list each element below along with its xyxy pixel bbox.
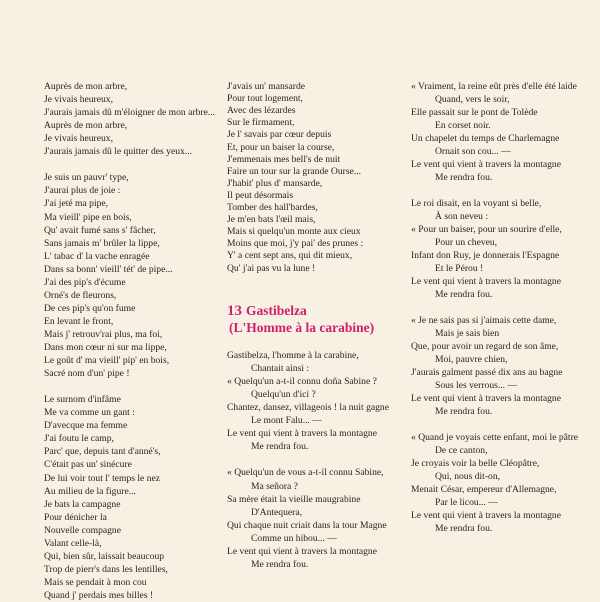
lyric-line: J'emmenais mes bell's de nuit bbox=[227, 153, 341, 165]
lyric-line: Nouvelle compagne bbox=[44, 524, 121, 536]
song-subtitle: (L'Homme à la carabine) bbox=[229, 320, 375, 335]
lyric-line: Le vent qui vient à travers la montagne bbox=[411, 510, 561, 521]
lyric-line: Infant don Ruy, je donnerais l'Espagne bbox=[411, 250, 560, 261]
lyric-line: Ma vieill' pipe en bois, bbox=[44, 211, 132, 223]
lyric-line: Au milieu de la figure... bbox=[44, 485, 136, 497]
lyric-line: Le vent qui vient à travers la montagne bbox=[227, 545, 377, 557]
song-number: 13 bbox=[227, 303, 242, 319]
lyric-line: J'aurai plus de joie : bbox=[44, 185, 121, 197]
lyric-line: Qu' avait fumé sans s' fâcher, bbox=[44, 224, 156, 236]
lyric-line: « Quand je voyais cette enfant, moi le pâtre bbox=[411, 432, 579, 443]
lyric-line: Il peut désormais bbox=[227, 189, 294, 201]
lyric-line: Sans jamais m' brûler la lippe, bbox=[44, 237, 160, 249]
lyric-line: Elle passait sur le pont de Tolède bbox=[411, 107, 538, 118]
lyric-line: J'ai des pip's d'écume bbox=[44, 276, 126, 288]
lyric-line: Je vivais heureux, bbox=[44, 94, 114, 106]
lyric-line: L' tabac d' la vache enragée bbox=[44, 250, 150, 262]
lyric-line: D'Antequera, bbox=[251, 506, 303, 518]
lyric-line: Parc' que, depuis tant d'anné's, bbox=[44, 446, 161, 458]
lyric-line: Mais j' retrouv'rai plus, ma foi, bbox=[44, 328, 163, 340]
lyric-line: Sous les verrous... — bbox=[435, 380, 518, 391]
lyric-line: Auprès de mon arbre, bbox=[44, 81, 128, 92]
song-heading bbox=[227, 303, 307, 319]
lyric-line: De ce canton, bbox=[435, 445, 488, 456]
lyric-line: Me rendra fou. bbox=[251, 441, 309, 453]
lyric-line: Je suis un pauvr' type, bbox=[44, 172, 129, 184]
lyric-line: Pour dénicher la bbox=[44, 511, 107, 523]
lyric-line: Je croyais voir la belle Cléopâtre, bbox=[411, 458, 540, 469]
lyric-line: De lui voir tout l' temps le nez bbox=[44, 472, 161, 484]
lyric-line: Comme un hibou... — bbox=[251, 532, 337, 544]
lyric-line: J'ai jeté ma pipe, bbox=[44, 198, 109, 210]
lyric-line: Tomber des hall'bardes, bbox=[227, 202, 318, 213]
lyric-line: Mais se pendait à mon cou bbox=[44, 576, 147, 588]
lyric-line: De ces pip's qu'on fume bbox=[44, 302, 136, 314]
lyric-line: Qui chaque nuit criait dans la tour Magne bbox=[227, 519, 387, 531]
lyric-line: Auprès de mon arbre, bbox=[44, 120, 128, 132]
lyric-line: Qui, nous dit-on, bbox=[435, 471, 501, 482]
lyric-line: Moins que moi, j'y pai' des prunes : bbox=[227, 238, 364, 250]
lyric-line: Trop de pierr's dans les lentilles, bbox=[44, 563, 168, 575]
lyric-line: Mais je sais bien bbox=[435, 328, 500, 339]
lyric-line: Je vivais heureux, bbox=[44, 133, 114, 145]
lyric-line: Valant celle-là, bbox=[44, 537, 102, 549]
lyric-line: Sur le firmament, bbox=[227, 117, 295, 129]
lyric-line: Le vent qui vient à travers la montagne bbox=[411, 393, 561, 404]
lyric-line: Le vent qui vient à travers la montagne bbox=[411, 159, 561, 170]
lyric-line: « Pour un baiser, pour un sourire d'elle, bbox=[411, 224, 562, 235]
lyric-line: Le roi disait, en la voyant si belle, bbox=[411, 198, 542, 209]
lyric-line: « Vraiment, la reine eût près d'elle été laide bbox=[411, 81, 577, 92]
lyric-line: Me rendra fou. bbox=[435, 406, 493, 417]
lyric-line: Qu' j'ai pas vu la lune ! bbox=[227, 262, 316, 274]
lyric-line: Pour tout logement, bbox=[227, 93, 303, 105]
lyric-line: Que, pour avoir un regard de son âme, bbox=[411, 341, 559, 352]
lyric-line: C'était pas un' sinécure bbox=[44, 459, 132, 471]
lyric-line: Avec des lézardes bbox=[227, 105, 296, 117]
lyric-line: Menait César, empereur d'Allemagne, bbox=[411, 484, 557, 495]
lyric-line: Mais si quelqu'un monte aux cieux bbox=[227, 226, 361, 238]
lyric-line: Le mont Falu... — bbox=[251, 415, 322, 427]
lyric-line: En levant le front, bbox=[44, 315, 114, 327]
lyric-line: D'avecque ma femme bbox=[44, 420, 128, 432]
lyric-line: J'ai foutu le camp, bbox=[44, 433, 114, 445]
lyric-line: Ornait son cou... — bbox=[435, 146, 511, 157]
lyric-line: Sa mère était la vieille maugrabine bbox=[227, 493, 361, 505]
lyric-line: Sacré nom d'un' pipe ! bbox=[44, 368, 130, 380]
lyric-line: Dans sa bonn' vieill' tét' de pipe... bbox=[44, 263, 173, 275]
lyric-line: Par le licou... — bbox=[435, 497, 498, 508]
lyric-line: Me rendra fou. bbox=[435, 289, 493, 300]
lyric-line: Me va comme un gant : bbox=[44, 407, 135, 419]
lyric-line: Gastibelza, l'homme à la carabine, bbox=[227, 350, 359, 361]
lyric-line: J'aurais galment passé dix ans au bagne bbox=[411, 367, 563, 378]
lyric-line: « Je ne sais pas si j'aimais cette dame, bbox=[411, 315, 557, 326]
lyric-line: Je m'en bats l'œil mais, bbox=[227, 214, 316, 226]
lyric-line: Et le Pérou ! bbox=[435, 263, 484, 274]
lyric-line: À son neveu : bbox=[435, 211, 489, 222]
lyric-line: Dans mon cœur ni sur ma lippe, bbox=[44, 342, 167, 353]
lyric-line: Qui, bien sûr, laissait beaucoup bbox=[44, 550, 165, 562]
lyric-line: Chantait ainsi : bbox=[251, 363, 310, 375]
lyric-line: J'aurais jamais dû m'éloigner de mon arbre... bbox=[44, 107, 216, 119]
lyric-line: Le vent qui vient à travers la montagne bbox=[227, 428, 377, 440]
lyric-line: Y' a cent sept ans, qui dit mieux, bbox=[227, 250, 353, 262]
lyric-line: Moi, pauvre chien, bbox=[435, 354, 508, 365]
lyric-line: J'habit' plus d' mansarde, bbox=[227, 177, 323, 189]
lyric-line: Faire un tour sur la grande Ourse... bbox=[227, 165, 362, 177]
lyric-line: Le goût d' ma vieill' pip' en bois, bbox=[44, 355, 170, 367]
lyric-line: Je l' savais par cœur depuis bbox=[227, 129, 332, 141]
lyric-line: Je bats la campagne bbox=[44, 498, 121, 510]
lyric-line: Et, pour un baiser la course, bbox=[227, 141, 335, 153]
lyric-line: J'aurais jamais dû le quitter des yeux... bbox=[44, 146, 192, 158]
lyric-line: J'avais un' mansarde bbox=[227, 81, 306, 92]
lyric-line: « Quelqu'un de vous a-t-il connu Sabine, bbox=[227, 467, 384, 479]
lyric-line: Pour un cheveu, bbox=[435, 237, 498, 248]
lyric-line: En corset noir. bbox=[435, 120, 491, 131]
lyric-line: Me rendra fou. bbox=[251, 558, 309, 570]
lyric-line: Quelqu'un d'ici ? bbox=[251, 389, 316, 401]
lyric-line: Chantez, dansez, villageois ! la nuit gagne bbox=[227, 402, 389, 414]
lyric-line: Quand j' perdais mes billes ! bbox=[44, 589, 154, 601]
lyric-line: Me rendra fou. bbox=[435, 523, 493, 534]
lyric-line: « Quelqu'un a-t-il connu doña Sabine ? bbox=[227, 376, 377, 388]
lyric-line: Quand, vers le soir, bbox=[435, 94, 510, 105]
lyric-line: Un chapelet du temps de Charlemagne bbox=[411, 133, 560, 144]
lyric-line: Ma señora ? bbox=[251, 480, 298, 492]
lyric-line: Orné's de fleurons, bbox=[44, 289, 117, 301]
lyric-line: Le vent qui vient à travers la montagne bbox=[411, 276, 561, 287]
lyric-line: Le surnom d'infâme bbox=[44, 394, 121, 406]
song-title: Gastibelza bbox=[246, 303, 307, 318]
lyric-line: Me rendra fou. bbox=[435, 172, 493, 183]
